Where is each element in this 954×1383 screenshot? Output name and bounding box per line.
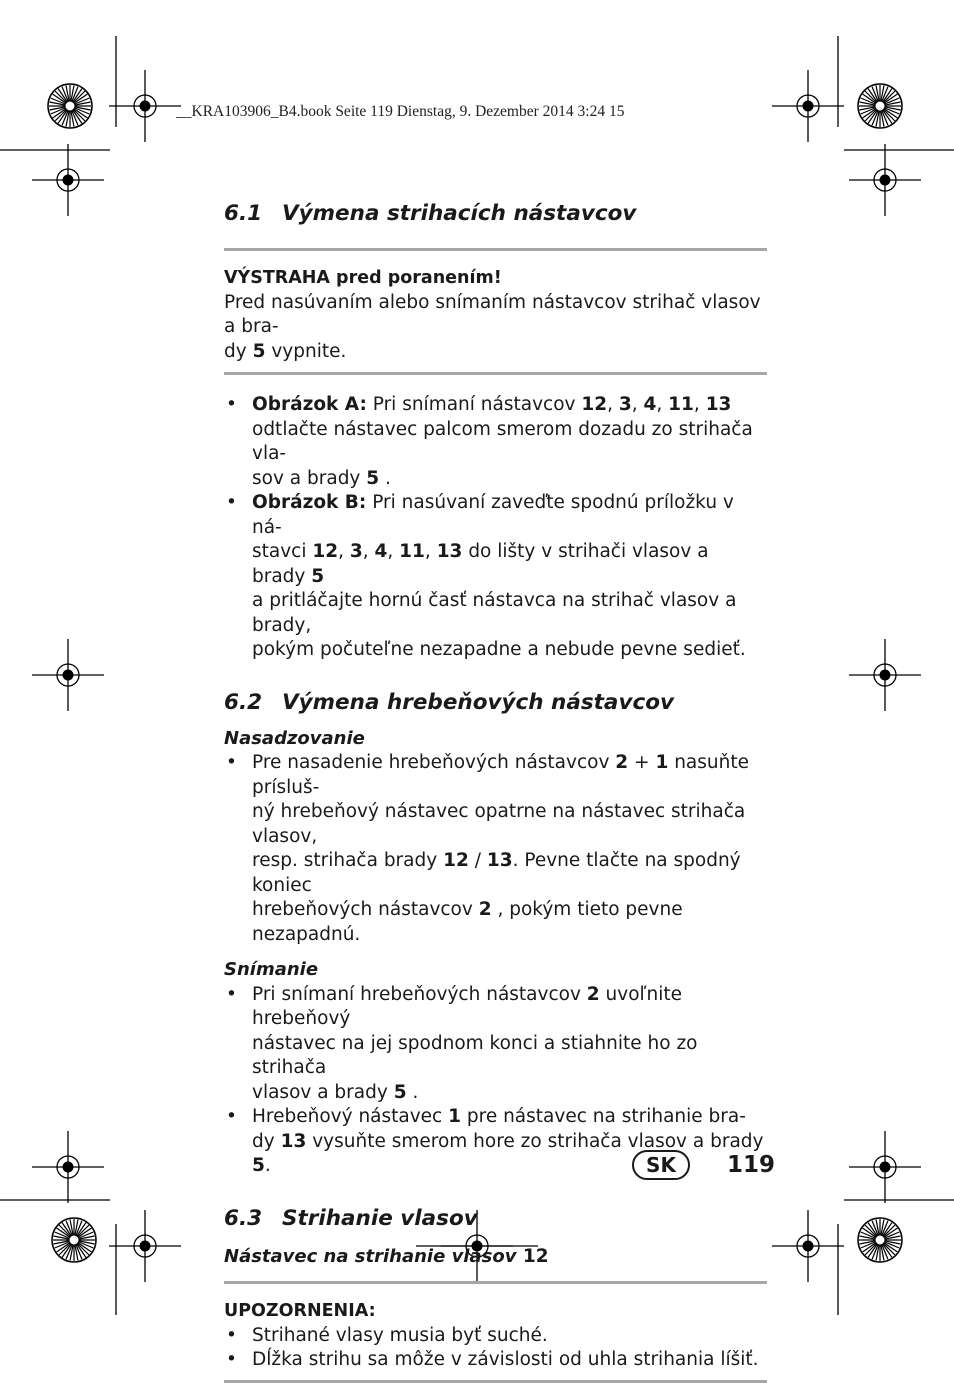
divider <box>224 248 767 251</box>
list-item: • Pri snímaní hrebeňových nástavcov 2 uvoľnite hrebeňový nástavec na jej spodnom konci a stiahnite ho zo strihača vlasov a brady 5 . <box>224 983 767 1106</box>
section-heading-6-3 <box>224 1205 767 1233</box>
page-content <box>224 200 767 1383</box>
list-item: • Obrázok A: Pri snímaní nástavcov 12, 3, 4, 11, 13 odtlačte nástavec palcom smerom dozadu zo strihača vla- sov a brady 5 . <box>224 393 767 491</box>
subheading-snimanie: Snímanie <box>224 959 319 980</box>
list-item: • Obrázok B: Pri nasúvaní zaveďte spodnú príložku v ná- stavci 12, 3, 4, 11, 13 do lišty v strihači vlasov a brady 5 a pritláčajte hornú časť nástavca na strihač vlasov a brady, pokým počuteľne nezapadne a nebude pevne sedieť. <box>224 491 767 663</box>
notes-title: UPOZORNENIA: <box>224 1301 376 1321</box>
divider <box>224 372 767 375</box>
section-number: 6.3 <box>224 1205 263 1231</box>
section-number: 6.1 <box>224 201 263 226</box>
section-title: Výmena strihacích nástavcov <box>282 201 637 226</box>
section-heading-6-2 <box>224 689 767 717</box>
subheading-nasadzovanie: Nasadzovanie <box>224 727 365 749</box>
notes-box <box>224 1299 767 1373</box>
book-file-header: __KRA103906_B4.book Seite 119 Dienstag, 9. Dezember 2014 3:24 15 <box>176 103 625 120</box>
instruction-list <box>224 983 767 1179</box>
subheading-nastavec: Nástavec na strihanie vlasov 12 <box>224 1245 549 1267</box>
section-number: 6.2 <box>224 689 263 715</box>
divider <box>224 1281 767 1284</box>
list-item: • Strihané vlasy musia byť suché. <box>224 1324 767 1349</box>
language-badge: SK <box>632 1150 690 1180</box>
list-item: • Pre nasadenie hrebeňových nástavcov 2 + 1 nasuňte prísluš- ný hrebeňový nástavec opatrne na nástavec strihača vlasov, resp. strihača brady 12 / 13. Pevne tlačte na spodný koniec hrebeňových nástavcov 2 , pokým tieto pevne nezapadnú. <box>224 751 767 947</box>
warning-box <box>224 266 767 364</box>
notes-list <box>224 1324 767 1373</box>
warning-title: VÝSTRAHA pred poranením! <box>224 268 502 288</box>
list-item: • Hrebeňový nástavec 1 pre nástavec na strihanie bra- dy 13 vysuňte smerom hore zo strihača vlasov a brady 5. <box>224 1105 767 1179</box>
section-title: Strihanie vlasov <box>282 1205 478 1231</box>
instruction-list <box>224 393 767 663</box>
page-number: 119 <box>727 1152 776 1178</box>
section-title: Výmena hrebeňových nástavcov <box>282 689 674 715</box>
warning-text: Pred nasúvaním alebo snímaním nástavcov strihač vlasov a bra- dy 5 vypnite. <box>224 291 761 362</box>
section-heading-6-1 <box>224 200 767 228</box>
list-item: • Dĺžka strihu sa môže v závislosti od uhla strihania líšiť. <box>224 1348 767 1373</box>
divider <box>224 1380 767 1383</box>
instruction-list <box>224 751 767 947</box>
